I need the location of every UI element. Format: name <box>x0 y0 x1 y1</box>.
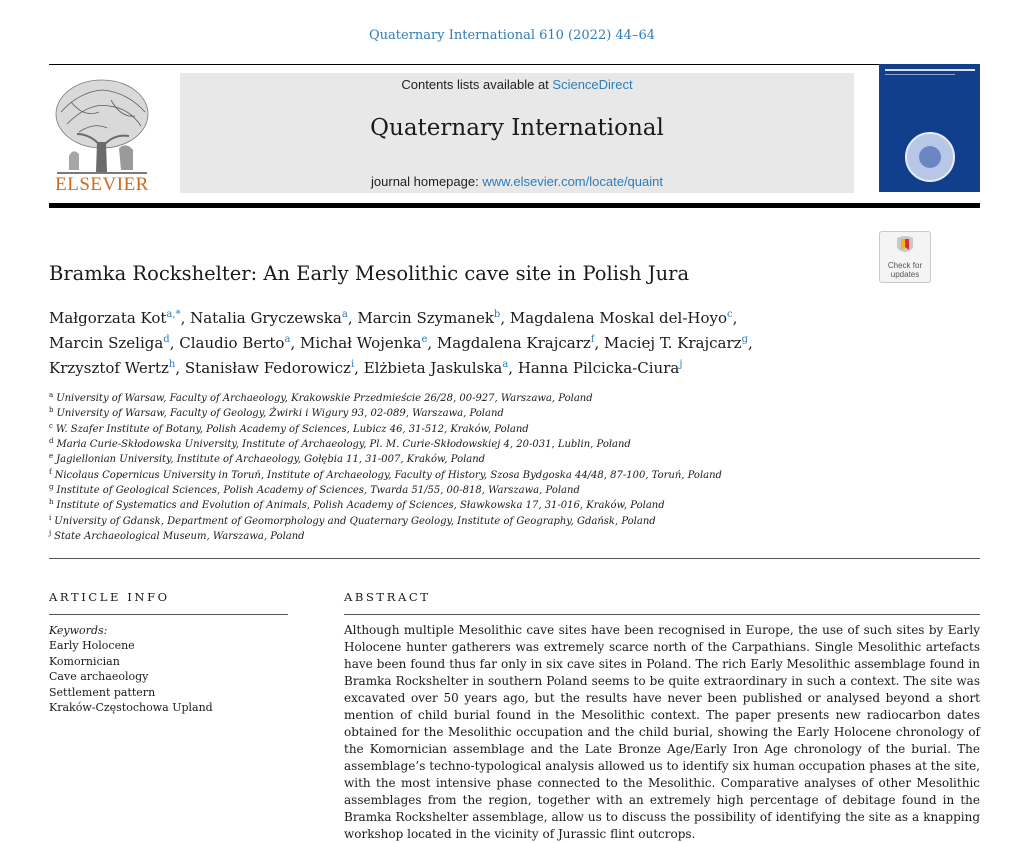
article-info-heading: ARTICLE INFO <box>49 590 170 604</box>
contents-prefix: Contents lists available at <box>401 77 553 92</box>
journal-reference-link[interactable]: Quaternary International 610 (2022) 44–64 <box>369 28 655 43</box>
sciencedirect-link[interactable]: ScienceDirect <box>552 77 633 92</box>
check-for-updates-button[interactable] <box>879 231 931 283</box>
keyword-item: Komornician <box>49 654 120 668</box>
author[interactable]: Marcin Szeliga$^d$ <box>49 334 170 352</box>
author[interactable]: Elżbieta Jaskulska$^a$ <box>363 359 509 377</box>
author[interactable]: Krzysztof Wertz$^h$ <box>49 359 176 377</box>
affiliation-item: $^h$ Institute of Systematics and Evolution of Animals, Polish Academy of Sciences, Sławkowska 17, 31-016, Kraków, Poland <box>49 498 665 512</box>
author[interactable]: Magdalena Moskal del-Hoyo$^c$ <box>509 309 733 327</box>
keywords-block <box>49 623 288 715</box>
affiliation-item: $^b$ University of Warsaw, Faculty of Geology, Żwirki i Wigury 93, 02-089, Warszawa, Poland <box>49 406 504 420</box>
affiliation-item: $^i$ University of Gdansk, Department of Geomorphology and Quaternary Geology, Institute of Geography, Gdańsk, Poland <box>49 513 656 527</box>
author[interactable]: Claudio Berto$^a$ <box>179 334 291 352</box>
author[interactable]: Natalia Gryczewska$^a$ <box>190 309 348 327</box>
author[interactable]: Maciej T. Krajcarz$^g$ <box>604 334 748 352</box>
journal-name: Quaternary International <box>370 115 664 141</box>
author[interactable]: Marcin Szymanek$^b$ <box>357 309 501 327</box>
author[interactable]: Małgorzata Kot$^{a,*}$ <box>49 309 181 327</box>
journal-cover-image[interactable] <box>879 64 980 192</box>
affiliation-item: $^j$ State Archaeological Museum, Warszawa, Poland <box>49 529 305 543</box>
abstract-heading: ABSTRACT <box>344 590 431 604</box>
homepage-link[interactable]: www.elsevier.com/locate/quaint <box>482 174 663 189</box>
affiliation-item: $^f$ Nicolaus Copernicus University in Toruń, Institute of Archaeology, Faculty of History, Szosa Bydgoska 44/48, 87-100, Toruń, Poland <box>49 467 722 481</box>
homepage-line <box>180 174 854 189</box>
affiliation-item: $^e$ Jagiellonian University, Institute of Archaeology, Gołębia 11, 31-007, Kraków, Poland <box>49 452 486 466</box>
check-for-updates-label: Check for updates <box>887 261 923 279</box>
cover-title-bar <box>885 69 975 71</box>
contents-line <box>180 77 854 92</box>
journal-header <box>180 73 854 193</box>
cover-emblem <box>905 132 955 182</box>
affiliation-item: $^a$ University of Warsaw, Faculty of Archaeology, Krakowskie Przedmieście 26/28, 00-927, Warszawa, Poland <box>49 391 593 404</box>
homepage-prefix: journal homepage: <box>371 174 483 189</box>
affiliation-list <box>49 391 949 544</box>
author[interactable]: Magdalena Krajcarz$^f$ <box>436 334 595 352</box>
author[interactable]: Stanisław Fedorowicz$^i$ <box>184 359 355 377</box>
abstract-body: Although multiple Mesolithic cave sites have been recognised in Europe, the use of such sites by Early Holocene hunter gatherers was extremely scarce north of the Carpathians. Single Mesolithic artefacts have been found thus far only in six cave sites in Poland. The rich Early Mesolithic assemblage found in Bramka Rockshelter in southern Poland seems to be quite extraordinary in such a context. The site was excavated over 50 years ago, but the results have never been published or analysed beyond a short mention of child burial found in the Mesolithic context. The paper presents new radiocarbon dates obtained for the Mesolithic occupation and the child burial, showing the Early Holocene chronology of the Komornician assemblage and the Late Bronze Age/Early Iron Age chronology of the burial. The assemblage’s techno-typological analysis allowed us to identify six human occupation phases at the site, with the most intensive phase connected to the Mesolithic. Comparative analyses of other Mesolithic assemblages from the region, together with an extremely high percentage of debitage found in the Bramka Rockshelter assemblage, allow us to discuss the possibility of identifying the site as a knapping workshop located in the vicinity of Jurassic flint outcrops. <box>344 623 980 841</box>
keyword-item: Settlement pattern <box>49 685 156 699</box>
bookmark-icon <box>895 236 915 258</box>
article-title: Bramka Rockshelter: An Early Mesolithic cave site in Polish Jura <box>49 262 690 285</box>
keyword-item: Kraków-Częstochowa Upland <box>49 701 213 715</box>
author-list: Małgorzata Kot$^{a,*}$, Natalia Gryczewska$^a$, Marcin Szymanek$^b$, Magdalena Moskal del-Hoyo$^c$, Marcin Szeliga$^d$, Claudio Berto$^a$, Michał Wojenka$^e$, Magdalena Krajcarz$^f$, Maciej T. Krajcarz$^g$, Krzysztof Wertz$^h$, Stanisław Fedorowicz$^i$, Elżbieta Jaskulska$^a$, Hanna Pilcicka-Ciura$^j$ <box>49 309 753 377</box>
header-thick-divider <box>49 203 980 208</box>
affiliation-item: $^c$ W. Szafer Institute of Botany, Polish Academy of Sciences, Lubicz 46, 31-512, Kraków, Poland <box>49 421 529 435</box>
top-divider <box>49 64 980 65</box>
cover-subtitle-bar <box>885 74 955 75</box>
keyword-item: Early Holocene <box>49 639 135 653</box>
abstract-divider <box>344 614 980 615</box>
author[interactable]: Hanna Pilcicka-Ciura$^j$ <box>517 359 683 377</box>
affiliation-item: $^d$ Maria Curie-Skłodowska University, Institute of Archaeology, Pl. M. Curie-Skłodowskiej 4, 20-031, Lublin, Poland <box>49 437 631 451</box>
author[interactable]: Michał Wojenka$^e$ <box>299 334 428 352</box>
article-info-divider <box>49 614 288 615</box>
section-divider <box>49 558 980 559</box>
keywords-label: Keywords: <box>49 624 108 637</box>
keyword-item: Cave archaeology <box>49 670 149 684</box>
publisher-name: ELSEVIER <box>55 174 149 195</box>
affiliation-item: $^g$ Institute of Geological Sciences, Polish Academy of Sciences, Twarda 51/55, 00-818, Warszawa, Poland <box>49 483 580 497</box>
